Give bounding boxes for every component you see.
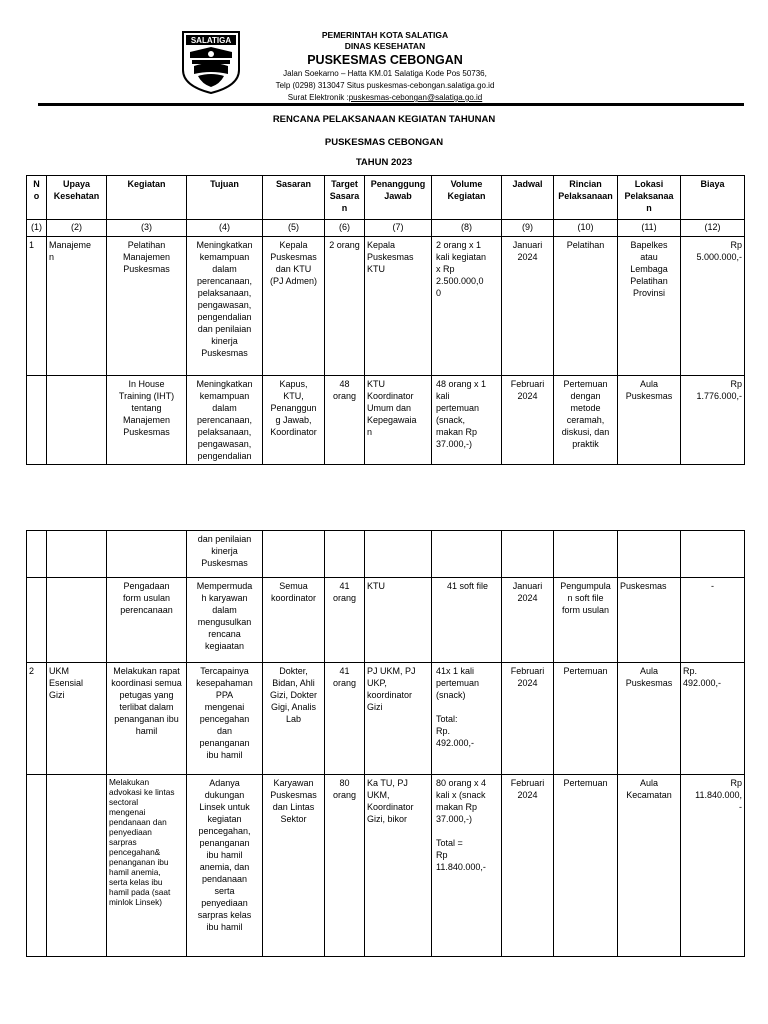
government-name: PEMERINTAH KOTA SALATIGA bbox=[321, 30, 449, 40]
cell-volume bbox=[432, 531, 502, 578]
column-header: Sasaran bbox=[263, 176, 325, 220]
cell-biaya bbox=[681, 531, 745, 578]
letterhead bbox=[0, 0, 768, 110]
column-number: (7) bbox=[365, 220, 432, 237]
column-header: Penanggung Jawab bbox=[365, 176, 432, 220]
column-header: Upaya Kesehatan bbox=[47, 176, 107, 220]
cell-volume: 80 orang x 4 kali x (snack makan Rp 37.000,-) Total = Rp 11.840.000,- bbox=[432, 775, 502, 957]
cell-biaya: Rp. 492.000,- bbox=[681, 663, 745, 775]
cell-sasaran: Semua koordinator bbox=[263, 578, 325, 663]
column-header: Kegiatan bbox=[107, 176, 187, 220]
column-header: Volume Kegiatan bbox=[432, 176, 502, 220]
cell-pj: Ka TU, PJ UKM, Koordinator Gizi, bikor bbox=[365, 775, 432, 957]
cell-rincian bbox=[554, 531, 618, 578]
salatiga-emblem-icon bbox=[180, 30, 242, 94]
column-number: (2) bbox=[47, 220, 107, 237]
header-row bbox=[27, 176, 745, 220]
table-row bbox=[27, 663, 745, 775]
address: Jalan Soekarno – Hatta KM.01 Salatiga Kode Pos 50736, bbox=[283, 69, 487, 78]
cell-volume: 41x 1 kali pertemuan (snack) Total: Rp. 492.000,- bbox=[432, 663, 502, 775]
cell-pj: PJ UKM, PJ UKP, koordinator Gizi bbox=[365, 663, 432, 775]
department-name: DINAS KESEHATAN bbox=[344, 41, 426, 51]
cell-pj: KTU Koordinator Umum dan Kepegawaia n bbox=[365, 376, 432, 465]
cell-rincian: Pelatihan bbox=[554, 237, 618, 376]
cell-tujuan: Mempermuda h karyawan dalam mengusulkan rencana kegiaatan bbox=[187, 578, 263, 663]
cell-jadwal bbox=[502, 531, 554, 578]
column-number: (3) bbox=[107, 220, 187, 237]
cell-biaya: - bbox=[681, 578, 745, 663]
table-row bbox=[27, 531, 745, 578]
cell-tujuan: dan penilaian kinerja Puskesmas bbox=[187, 531, 263, 578]
cell-sasaran: Dokter, Bidan, Ahli Gizi, Dokter Gigi, Analis Lab bbox=[263, 663, 325, 775]
cell-volume: 2 orang x 1 kali kegiatan x Rp 2.500.000,0 0 bbox=[432, 237, 502, 376]
cell-tujuan: Meningkatkan kemampuan dalam perencanaan, pelaksanaan, pengawasan, pengendalian bbox=[187, 376, 263, 465]
column-header: Lokasi Pelaksanaa n bbox=[618, 176, 681, 220]
column-number: (5) bbox=[263, 220, 325, 237]
table-row bbox=[27, 775, 745, 957]
phone-website: Telp (0298) 313047 Situs puskesmas-cebongan.salatiga.go.id bbox=[275, 81, 495, 90]
cell-lokasi: Bapelkes atau Lembaga Pelatihan Provinsi bbox=[618, 237, 681, 376]
cell-upaya bbox=[47, 376, 107, 465]
document-year: TAHUN 2023 bbox=[355, 157, 413, 168]
cell-no bbox=[27, 531, 47, 578]
cell-upaya bbox=[47, 531, 107, 578]
cell-sasaran: Karyawan Puskesmas dan Lintas Sektor bbox=[263, 775, 325, 957]
cell-jadwal: Januari 2024 bbox=[502, 237, 554, 376]
cell-lokasi: Aula Puskesmas bbox=[618, 663, 681, 775]
cell-kegiatan: Melakukan advokasi ke lintas sectoral mengenai pendanaan dan penyediaan sarpras pencegahan& penanganan ibu hamil anemia, serta kelas ibu hamil pada (saat minlok Linsek) bbox=[107, 775, 187, 957]
column-header: Tujuan bbox=[187, 176, 263, 220]
cell-target: 80 orang bbox=[325, 775, 365, 957]
cell-rincian: Pengumpula n soft file form usulan bbox=[554, 578, 618, 663]
column-header: Rincian Pelaksanaan bbox=[554, 176, 618, 220]
column-header: Biaya bbox=[681, 176, 745, 220]
column-number: (8) bbox=[432, 220, 502, 237]
table-row bbox=[27, 237, 745, 376]
cell-lokasi: Aula Puskesmas bbox=[618, 376, 681, 465]
cell-pj: Kepala Puskesmas KTU bbox=[365, 237, 432, 376]
cell-no bbox=[27, 376, 47, 465]
column-number: (9) bbox=[502, 220, 554, 237]
cell-target bbox=[325, 531, 365, 578]
cell-no bbox=[27, 775, 47, 957]
cell-rincian: Pertemuan bbox=[554, 775, 618, 957]
cell-sasaran: Kepala Puskesmas dan KTU (PJ Admen) bbox=[263, 237, 325, 376]
cell-kegiatan: Pelatihan Manajemen Puskesmas bbox=[107, 237, 187, 376]
cell-jadwal: Januari 2024 bbox=[502, 578, 554, 663]
document-subtitle: PUSKESMAS CEBONGAN bbox=[324, 137, 444, 148]
cell-pj: KTU bbox=[365, 578, 432, 663]
cell-volume: 48 orang x 1 kali pertemuan (snack, makan Rp 37.000,-) bbox=[432, 376, 502, 465]
column-number: (10) bbox=[554, 220, 618, 237]
cell-jadwal: Februari 2024 bbox=[502, 376, 554, 465]
table-row bbox=[27, 376, 745, 465]
cell-biaya: Rp 11.840.000, - bbox=[681, 775, 745, 957]
cell-kegiatan: Melakukan rapat koordinasi semua petugas yang terlibat dalam penanganan ibu hamil bbox=[107, 663, 187, 775]
cell-pj bbox=[365, 531, 432, 578]
cell-upaya bbox=[47, 775, 107, 957]
cell-target: 48 orang bbox=[325, 376, 365, 465]
cell-target: 41 orang bbox=[325, 663, 365, 775]
cell-sasaran: Kapus, KTU, Penanggun g Jawab, Koordinator bbox=[263, 376, 325, 465]
column-number: (12) bbox=[681, 220, 745, 237]
cell-no: 2 bbox=[27, 663, 47, 775]
activity-table-part-1 bbox=[26, 175, 745, 465]
cell-rincian: Pertemuan dengan metode ceramah, diskusi, dan praktik bbox=[554, 376, 618, 465]
institution-name: PUSKESMAS CEBONGAN bbox=[307, 53, 463, 67]
cell-tujuan: Adanya dukungan Linsek untuk kegiatan pencegahan, penanganan ibu hamil anemia, dan pendanaan serta penyediaan sarpras kelas ibu hamil bbox=[187, 775, 263, 957]
column-header: Target Sasara n bbox=[325, 176, 365, 220]
table-row bbox=[27, 578, 745, 663]
column-number: (11) bbox=[618, 220, 681, 237]
cell-tujuan: Meningkatkan kemampuan dalam perencanaan, pelaksanaan, pengawasan, pengendalian dan penilaian kinerja Puskesmas bbox=[187, 237, 263, 376]
cell-lokasi: Aula Kecamatan bbox=[618, 775, 681, 957]
letterhead-divider bbox=[38, 103, 744, 106]
column-number: (6) bbox=[325, 220, 365, 237]
cell-upaya bbox=[47, 578, 107, 663]
email-link[interactable]: puskesmas-cebongan@salatiga.go.id bbox=[348, 93, 483, 102]
cell-kegiatan: Pengadaan form usulan perencanaan bbox=[107, 578, 187, 663]
email-label: Surat Elektronik : bbox=[287, 93, 349, 102]
cell-sasaran bbox=[263, 531, 325, 578]
cell-no: 1 bbox=[27, 237, 47, 376]
letterhead-text bbox=[250, 30, 520, 104]
cell-biaya: Rp 5.000.000,- bbox=[681, 237, 745, 376]
cell-no bbox=[27, 578, 47, 663]
cell-upaya: Manajeme n bbox=[47, 237, 107, 376]
column-number: (1) bbox=[27, 220, 47, 237]
cell-rincian: Pertemuan bbox=[554, 663, 618, 775]
svg-text:SALATIGA: SALATIGA bbox=[190, 36, 232, 45]
cell-biaya: Rp 1.776.000,- bbox=[681, 376, 745, 465]
cell-target: 41 orang bbox=[325, 578, 365, 663]
activity-table-part-2 bbox=[26, 530, 745, 957]
document-title: RENCANA PELAKSANAAN KEGIATAN TAHUNAN bbox=[272, 114, 496, 125]
cell-tujuan: Tercapainya kesepahaman PPA mengenai pencegahan dan penanganan ibu hamil bbox=[187, 663, 263, 775]
column-number: (4) bbox=[187, 220, 263, 237]
cell-upaya: UKM Esensial Gizi bbox=[47, 663, 107, 775]
cell-jadwal: Februari 2024 bbox=[502, 663, 554, 775]
column-header: N o bbox=[27, 176, 47, 220]
cell-volume: 41 soft file bbox=[432, 578, 502, 663]
column-number-row bbox=[27, 220, 745, 237]
cell-jadwal: Februari 2024 bbox=[502, 775, 554, 957]
cell-target: 2 orang bbox=[325, 237, 365, 376]
cell-lokasi: Puskesmas bbox=[618, 578, 681, 663]
column-header: Jadwal bbox=[502, 176, 554, 220]
cell-kegiatan bbox=[107, 531, 187, 578]
cell-kegiatan: In House Training (IHT) tentang Manajemen Puskesmas bbox=[107, 376, 187, 465]
cell-lokasi bbox=[618, 531, 681, 578]
